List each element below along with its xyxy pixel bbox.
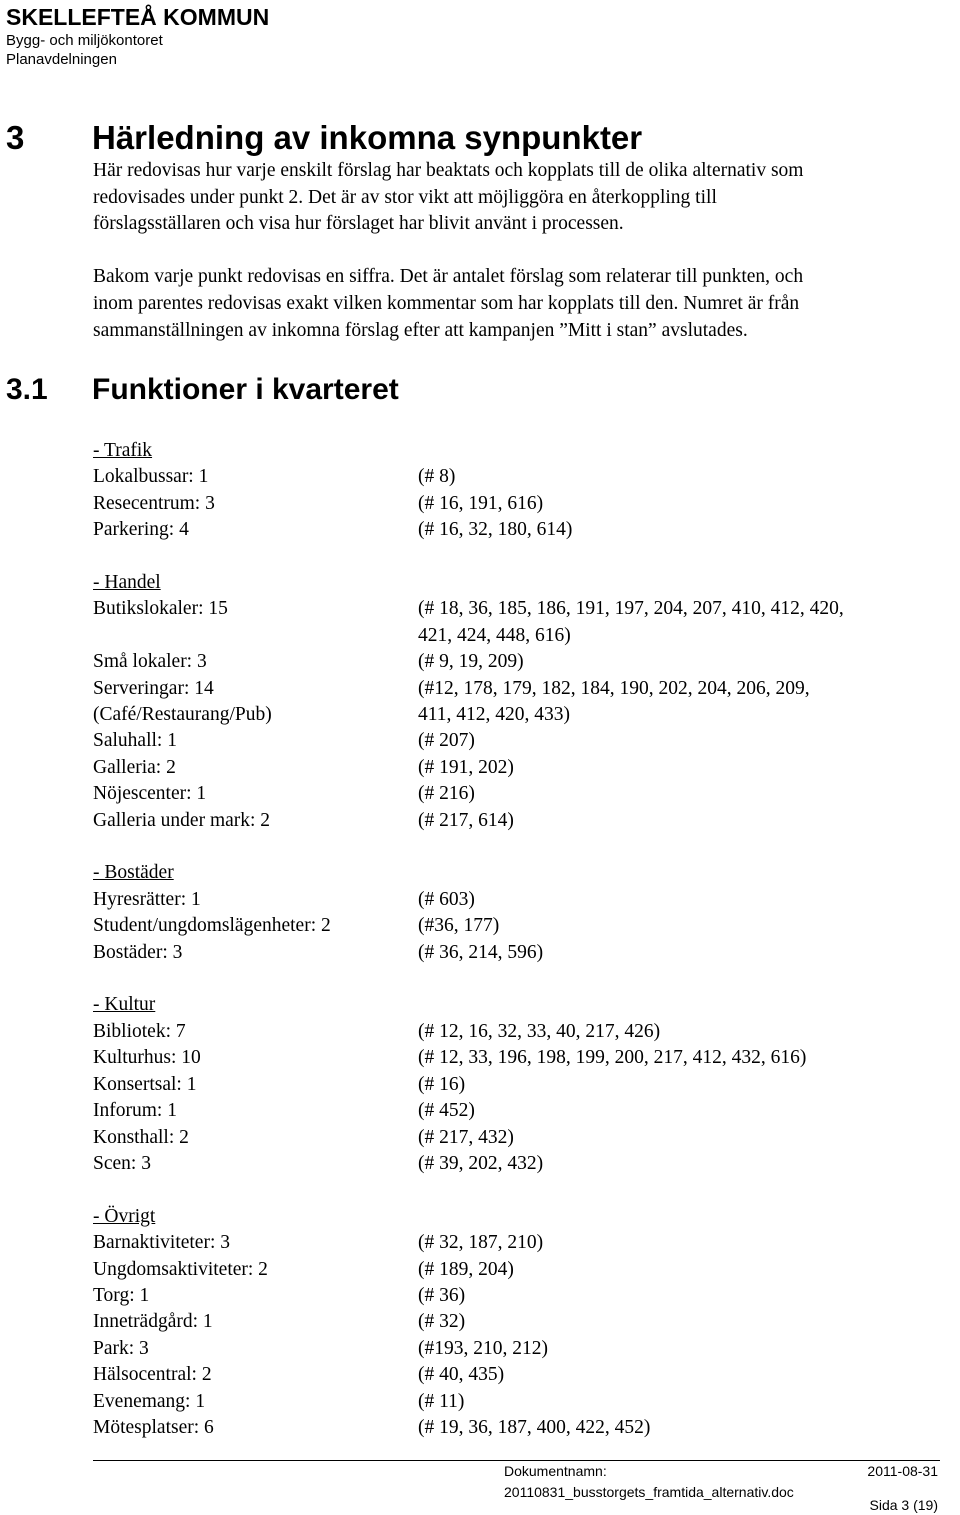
item-label: Serveringar: 14	[93, 677, 214, 699]
item-references: (# 18, 36, 185, 186, 191, 197, 204, 207, 410, 412, 420,	[418, 598, 844, 620]
item-references: (# 39, 202, 432)	[418, 1152, 544, 1174]
item-references: (# 216)	[418, 783, 475, 805]
item-label: Ungdomsaktiviteter: 2	[93, 1258, 268, 1280]
list-item	[93, 702, 844, 728]
item-references: (# 16, 191, 616)	[418, 492, 544, 514]
document-footer	[504, 1462, 938, 1502]
item-references: (# 217, 614)	[418, 809, 514, 831]
item-references: (# 217, 432)	[418, 1126, 514, 1148]
intro-line: förslagsställaren och visa hur förslaget har blivit använt i processen.	[93, 213, 624, 235]
list-item	[93, 1230, 844, 1256]
page-number: Sida 3 (19)	[869, 1497, 938, 1513]
intro-line: Bakom varje punkt redovisas en siffra. Det är antalet förslag som relaterar till punkten, och	[93, 266, 804, 288]
item-references: (# 12, 33, 196, 198, 199, 200, 217, 412, 432, 616)	[418, 1047, 807, 1069]
list-item	[93, 1415, 844, 1441]
item-references: (# 8)	[418, 466, 456, 488]
list-item	[93, 676, 844, 702]
category-section	[93, 570, 844, 834]
item-references: (# 32)	[418, 1311, 466, 1333]
item-references: 411, 412, 420, 433)	[418, 704, 571, 726]
document-header	[6, 4, 269, 69]
item-label: Galleria under mark: 2	[93, 809, 271, 831]
item-label: Bostäder: 3	[93, 941, 183, 963]
item-references: (# 40, 435)	[418, 1364, 505, 1386]
category-title: - Trafik	[93, 440, 153, 461]
item-references: (# 36)	[418, 1284, 466, 1306]
list-item	[93, 940, 844, 966]
intro-line: redovisades under punkt 2. Det är av stor vikt att möjliggöra en återkoppling till	[93, 186, 717, 208]
list-item	[93, 1257, 844, 1283]
list-item	[93, 649, 844, 675]
subsection-title: Funktioner i kvarteret	[92, 373, 399, 406]
item-references: (# 189, 204)	[418, 1258, 514, 1280]
subsection-number: 3.1	[6, 373, 48, 406]
item-references: (# 191, 202)	[418, 756, 514, 778]
list-item	[93, 781, 844, 807]
list-item	[93, 491, 844, 517]
section-number: 3	[6, 119, 25, 156]
list-item	[93, 728, 844, 754]
item-label: Nöjescenter: 1	[93, 783, 207, 805]
item-label: Inneträdgård: 1	[93, 1311, 213, 1333]
intro-line: Här redovisas hur varje enskilt förslag har beaktats och kopplats till de olika alternativ som	[93, 160, 804, 181]
category-section	[93, 438, 844, 544]
intro-line: inom parentes redovisas exakt vilken kommentar som har kopplats till den. Numret är från	[93, 292, 800, 314]
item-label: Saluhall: 1	[93, 730, 177, 752]
item-references: (# 16)	[418, 1073, 466, 1095]
subsection-heading	[6, 370, 399, 410]
item-label: Barnaktiviteter: 3	[93, 1232, 230, 1254]
list-item	[93, 1151, 844, 1177]
category-title: - Bostäder	[93, 862, 174, 884]
item-label: Kulturhus: 10	[93, 1047, 201, 1069]
category-section	[93, 860, 844, 966]
list-item	[93, 755, 844, 781]
list-item	[93, 517, 844, 543]
item-references: (# 36, 214, 596)	[418, 941, 544, 963]
department-name: Bygg- och miljökontoret	[6, 32, 163, 49]
item-references: 421, 424, 448, 616)	[418, 624, 571, 646]
item-label: Bibliotek: 7	[93, 1020, 186, 1042]
list-item	[93, 808, 844, 834]
category-title: - Handel	[93, 572, 161, 594]
item-label: Hyresrätter: 1	[93, 888, 201, 910]
item-label: Inforum: 1	[93, 1100, 177, 1122]
item-label: (Café/Restaurang/Pub)	[93, 704, 272, 726]
category-section	[93, 992, 844, 1177]
item-label: Galleria: 2	[93, 756, 176, 778]
document-name-label: Dokumentnamn:	[504, 1463, 607, 1479]
item-label: Scen: 3	[93, 1152, 151, 1174]
item-label: Parkering: 4	[93, 519, 189, 541]
item-label: Små lokaler: 3	[93, 651, 207, 673]
item-label: Lokalbussar: 1	[93, 466, 209, 488]
item-references: (# 9, 19, 209)	[418, 651, 524, 673]
category-title: - Kultur	[93, 994, 156, 1016]
item-label: Konsertsal: 1	[93, 1073, 197, 1095]
document-filename: 20110831_busstorgets_framtida_alternativ.doc	[504, 1484, 794, 1500]
category-section	[93, 1204, 844, 1442]
footer-divider	[93, 1460, 940, 1461]
item-label: Mötesplatser: 6	[93, 1416, 214, 1438]
item-label: Student/ungdomslägenheter: 2	[93, 915, 331, 937]
list-item	[93, 1098, 844, 1124]
item-references: (#12, 178, 179, 182, 184, 190, 202, 204, 206, 209,	[418, 677, 810, 699]
document-date: 2011-08-31	[867, 1463, 938, 1479]
list-item	[93, 623, 844, 649]
list-item	[93, 1362, 844, 1388]
item-label	[93, 623, 418, 649]
list-item	[93, 464, 844, 490]
category-title: - Övrigt	[93, 1205, 156, 1227]
item-references: (# 19, 36, 187, 400, 422, 452)	[418, 1416, 651, 1438]
section-title: Härledning av inkomna synpunkter	[92, 119, 643, 156]
intro-line: sammanställningen av inkomna förslag efter att kampanjen ”Mitt i stan” avslutades.	[93, 319, 748, 341]
item-references: (#36, 177)	[418, 915, 500, 937]
item-label: Torg: 1	[93, 1284, 150, 1306]
item-label: Resecentrum: 3	[93, 492, 215, 514]
list-item	[93, 887, 844, 913]
list-item	[93, 1283, 844, 1309]
item-references: (# 32, 187, 210)	[418, 1232, 544, 1254]
list-item	[93, 1336, 844, 1362]
list-item	[93, 596, 844, 622]
list-item	[93, 1125, 844, 1151]
intro-text	[93, 158, 803, 344]
item-references: (# 207)	[418, 730, 475, 752]
list-item	[93, 1072, 844, 1098]
item-references: (# 603)	[418, 888, 475, 910]
item-label: Butikslokaler: 15	[93, 598, 228, 620]
item-label: Evenemang: 1	[93, 1390, 206, 1412]
item-references: (# 12, 16, 32, 33, 40, 217, 426)	[418, 1020, 661, 1042]
item-label: Park: 3	[93, 1337, 149, 1359]
list-item	[93, 1389, 844, 1415]
item-references: (# 16, 32, 180, 614)	[418, 519, 573, 541]
organization-name: SKELLEFTEÅ KOMMUN	[6, 4, 270, 30]
item-references: (#193, 210, 212)	[418, 1337, 548, 1359]
item-label: Hälsocentral: 2	[93, 1364, 212, 1386]
item-references: (# 11)	[418, 1390, 465, 1412]
section-heading	[6, 118, 642, 158]
list-item	[93, 1045, 844, 1071]
division-name: Planavdelningen	[6, 51, 117, 68]
list-item	[93, 1309, 844, 1335]
list-item	[93, 1019, 844, 1045]
list-item	[93, 913, 844, 939]
item-label: Konsthall: 2	[93, 1126, 189, 1148]
function-list	[93, 438, 844, 1468]
item-references: (# 452)	[418, 1100, 475, 1122]
